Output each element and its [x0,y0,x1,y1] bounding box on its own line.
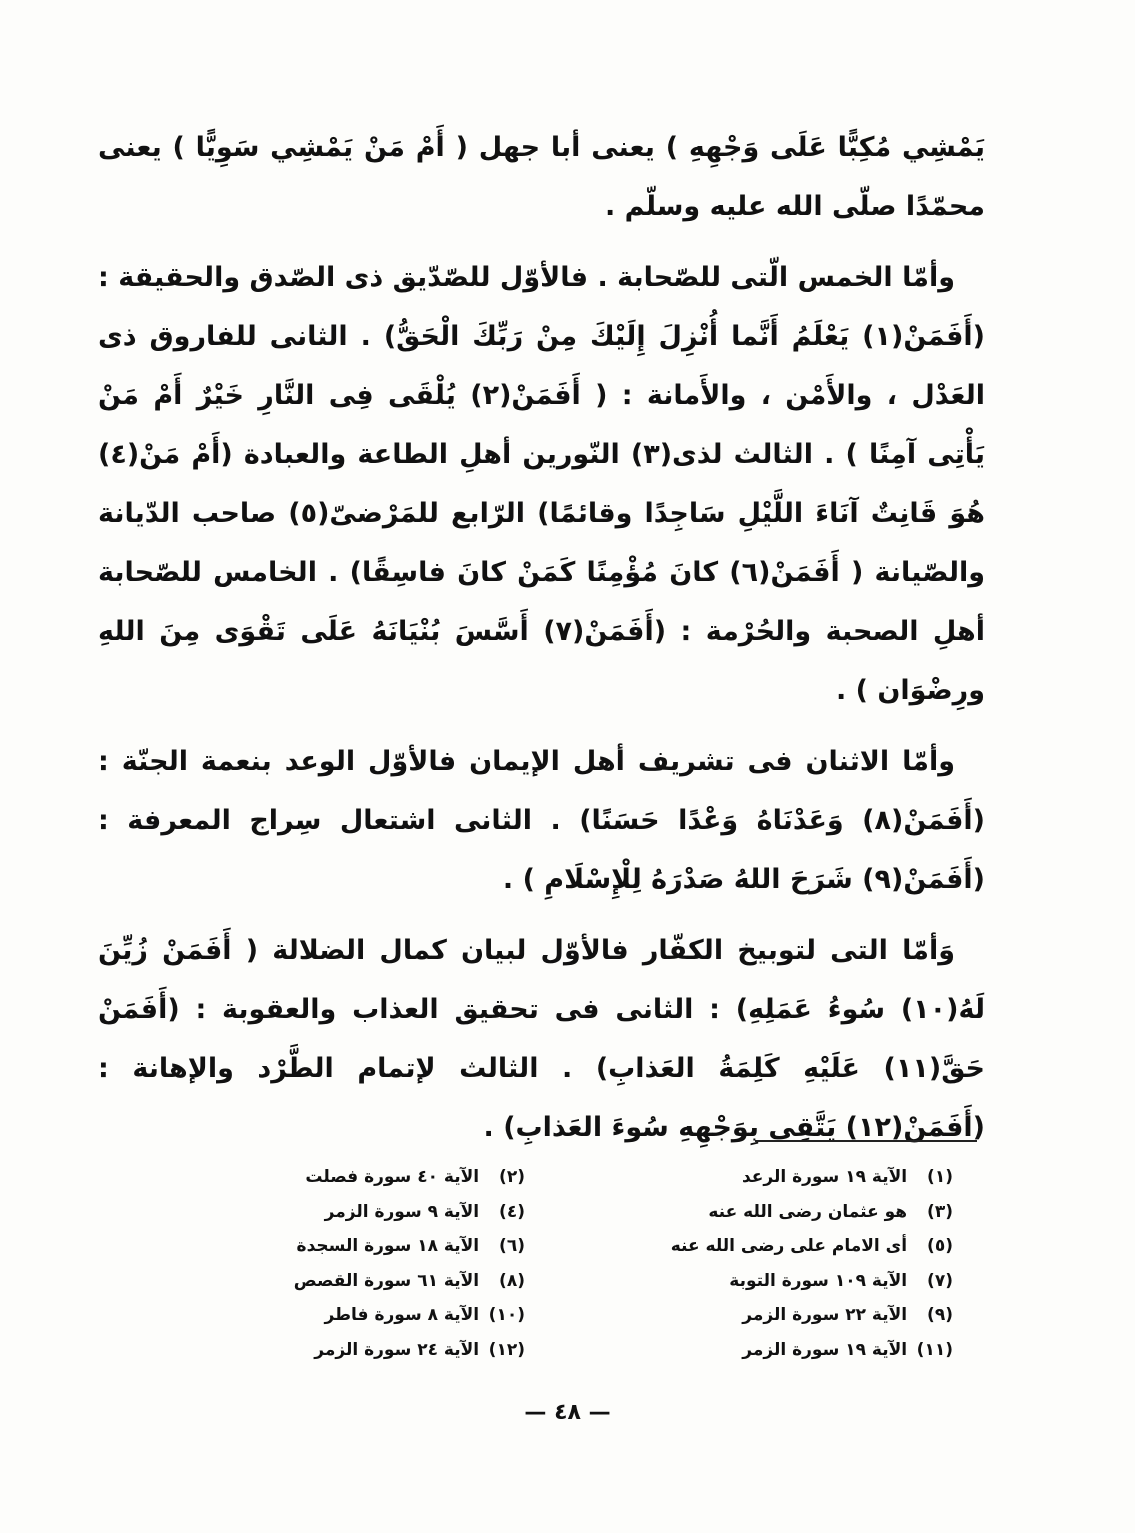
footnote-text: الآية ٨ سورة فاطر [324,1305,480,1325]
paragraph-3: وأمّا الاثنان فى تشريف أهل الإيمان فالأوّل الوعد بنعمة الجنّة : (أَفَمَنْ(٨) وَعَدْنَاهُ وَعْدًا حَسَنًا) . الثانى اشتعال سِراج المعرفة : (أَفَمَنْ(٩) شَرَحَ اللهُ صَدْرَهُ لِلْإِسْلَامِ ) . [98,746,985,895]
footnote-text: أى الامام على رضى الله عنه [670,1236,908,1256]
footnote-text: الآية ٩ سورة الزمر [324,1201,480,1222]
body-text [98,118,985,1169]
footnote-number: (١١) [916,1339,953,1360]
footnote-11 [633,1333,953,1368]
footnote-number: (٢) [499,1167,525,1187]
footnote-number: (٤) [499,1201,525,1222]
footnote-7 [633,1264,953,1299]
footnote-2 [255,1160,525,1195]
footnote-number: (١٠) [488,1305,525,1325]
footnote-number: (١٢) [488,1339,525,1360]
footnote-8 [255,1264,525,1299]
footnote-4 [255,1195,525,1230]
footnote-6 [255,1229,525,1264]
footnote-text: الآية ١٠٩ سورة التوبة [729,1270,908,1291]
footnote-number: (٣) [927,1201,953,1222]
footnote-text: هو عثمان رضى الله عنه [708,1201,908,1222]
footnote-text: الآية ١٩ سورة الزمر [742,1339,908,1360]
footnote-3 [633,1195,953,1230]
footnote-1 [633,1160,953,1195]
footnote-text: الآية ٢٢ سورة الزمر [742,1305,908,1325]
footnote-separator [755,1140,977,1142]
page-number: — ٤٨ — [524,1400,611,1425]
footnote-text: الآية ٢٤ سورة الزمر [314,1339,480,1360]
footnote-number: (٨) [499,1270,525,1291]
footnote-text: الآية ١٨ سورة السجدة [296,1236,480,1256]
footnotes-left-column [255,1160,525,1367]
footnote-5 [633,1229,953,1264]
footnote-number: (١) [927,1167,953,1187]
footnote-number: (٧) [927,1270,953,1291]
footnote-text: الآية ٦١ سورة القصص [293,1270,480,1291]
paragraph-2: وأمّا الخمس الّتى للصّحابة . فالأوّل للصّدّيق ذى الصّدق والحقيقة : (أَفَمَنْ(١) يَعْلَمُ أَنَّما أُنْزِلَ إِلَيْكَ مِنْ رَبِّكَ الْحَقُّ) . الثانى للفاروق ذى العَدْل ، والأَمْن ، والأَمانة : ( أَفَمَنْ(٢) يُلْقَى فِى النَّارِ خَيْرٌ أَمْ مَنْ يَأْتِى آمِنًا ) . الثالث لذى(٣) النّورين أهلِ الطاعة والعبادة (أَمْ مَنْ(٤) هُوَ قَانِتٌ آنَاءَ اللَّيْلِ سَاجِدًا وقائمًا) الرّابع للمَرْضىّ(٥) صاحب الدّيانة والصّيانة ( أَفَمَنْ(٦) كانَ مُؤْمِنًا كَمَنْ كانَ فاسِقًا) . الخامس للصّحابة أهلِ الصحبة والحُرْمة : (أَفَمَنْ(٧) أَسَّسَ بُنْيَانَهُ عَلَى تَقْوَى مِنَ اللهِ ورِضْوَان ) . [98,262,986,706]
footnote-number: (٩) [927,1305,953,1325]
footnote-12 [255,1333,525,1368]
footnote-10 [255,1298,525,1333]
footnotes-right-column [633,1160,953,1367]
footnote-number: (٦) [499,1236,525,1256]
paragraph-1: يَمْشِي مُكِبًّا عَلَى وَجْهِهِ ) يعنى أبا جهل ( أَمْ مَنْ يَمْشِي سَوِيًّا ) يعنى محمّدًا صلّى الله عليه وسلّم . [98,132,985,222]
footnote-number: (٥) [927,1236,953,1256]
footnote-9 [633,1298,953,1333]
paragraph-4: وَأمّا التى لتوبيخ الكفّار فالأوّل لبيان كمال الضلالة ( أَفَمَنْ زُيِّنَ لَهُ(١٠) سُوءُ عَمَلِهِ) : الثانى فى تحقيق العذاب والعقوبة : (أَفَمَنْ حَقَّ(١١) عَلَيْهِ كَلِمَةُ العَذابِ) . الثالث لإتمام الطَّرْد والإهانة : (أَفَمَنْ(١٢) يَتَّقِى بِوَجْهِهِ سُوءَ العَذابِ) . [98,935,985,1143]
footnote-text: الآية ٤٠ سورة فصلت [305,1167,480,1187]
footnote-text: الآية ١٩ سورة الرعد [741,1167,908,1187]
